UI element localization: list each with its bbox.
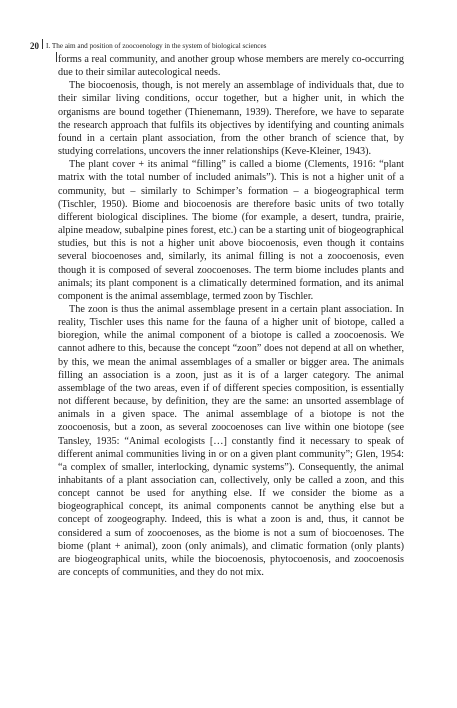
- page-number: 20: [30, 41, 39, 51]
- paragraph: forms a real community, and another group whose members are merely co-occurring due to their similar autecological needs.: [58, 54, 404, 79]
- running-title: I. The aim and position of zoocoenology in the system of biological sciences: [46, 42, 267, 50]
- margin-rule: [56, 52, 57, 62]
- paragraph: The zoon is thus the animal assemblage present in a certain plant association. In reality, Tischler uses this name for the fauna of a higher unit of biotope, called a bioregion, while the animal component of a biotope is called a zoocoenosis. We cannot adhere to this, because the concept “zoon” does not depend at all on whether, by this, we mean the animal assemblages of a smaller or bigger area. The animals filling an association is a zoon, just as it is of a larger category. The animal assemblage of the two areas, even if of different species composition, is essentially not different because, by definition, they are the same: an unsorted assemblage of animals in a given space. The animal assemblage of a biotope is not the zoocoenosis, but a zoon, as several zoocoenoses can live within one biotope (see Tansley, 1935: “Animal ecologists […] constantly find it necessary to speak of different animal communities living in or on a given plant community”; Glen, 1954: “a complex of smaller, interlocking, dynamic systems”). Consequently, the animal inhabitants of a plant association can, collectively, only be called a zoon, and this concept cannot be used for anything else. If we consider the biome as a biogeographical concept, its animal components cannot be anything else but a concept of zoogeography. Indeed, this is what a zoon is and, thus, it cannot be considered a sum of zoocoenoses, as the biome is not a sum of biocoenoses. The biome (plant + animal), zoon (only animals), and climatic formation (only plants) are biogeographical units, while the biocoenosis, phytocoenosis, and zoocoenosis are concepts of communities, and they do not mix.: [58, 303, 404, 579]
- running-header: [30, 38, 402, 52]
- header-divider: [42, 39, 43, 49]
- paragraph: The biocoenosis, though, is not merely an assemblage of individuals that, due to their similar living conditions, occur together, but a higher unit, in which the organisms are bound together (Thienemann, 1939). Therefore, we have to separate the research approach that fulfils its objectives by identifying and counting animals found in a certain plant association, from the other branch of science that, by studying correlations, uncovers the inner relationships (Keve-Kleiner, 1943).: [58, 80, 404, 158]
- paragraph: The plant cover + its animal “filling” is called a biome (Clements, 1916: “plant matrix with the total number of included animals”). This is not a higher unit of a community, but – similarly to Schimper’s formation – a biogeographical term (Tischler, 1950). Biome and biocoenosis are therefore basic units of two totally different biological disciplines. The biome (for example, a desert, tundra, prairie, alpine meadow, subalpine pines forest, etc.) can be a starting unit of biogeographical studies, but this is not a higher unit above biocoenosis, even though it contains several biocoenoses and, similarly, its animal filling is not a zoocoenosis, even though it is composed of several zoocoenoses. The term biome includes plants and animals; its plant component is a climatically determined formation, and its animal component is the animal assemblage, termed zoon by Tischler.: [58, 159, 404, 302]
- body-text: [58, 53, 404, 579]
